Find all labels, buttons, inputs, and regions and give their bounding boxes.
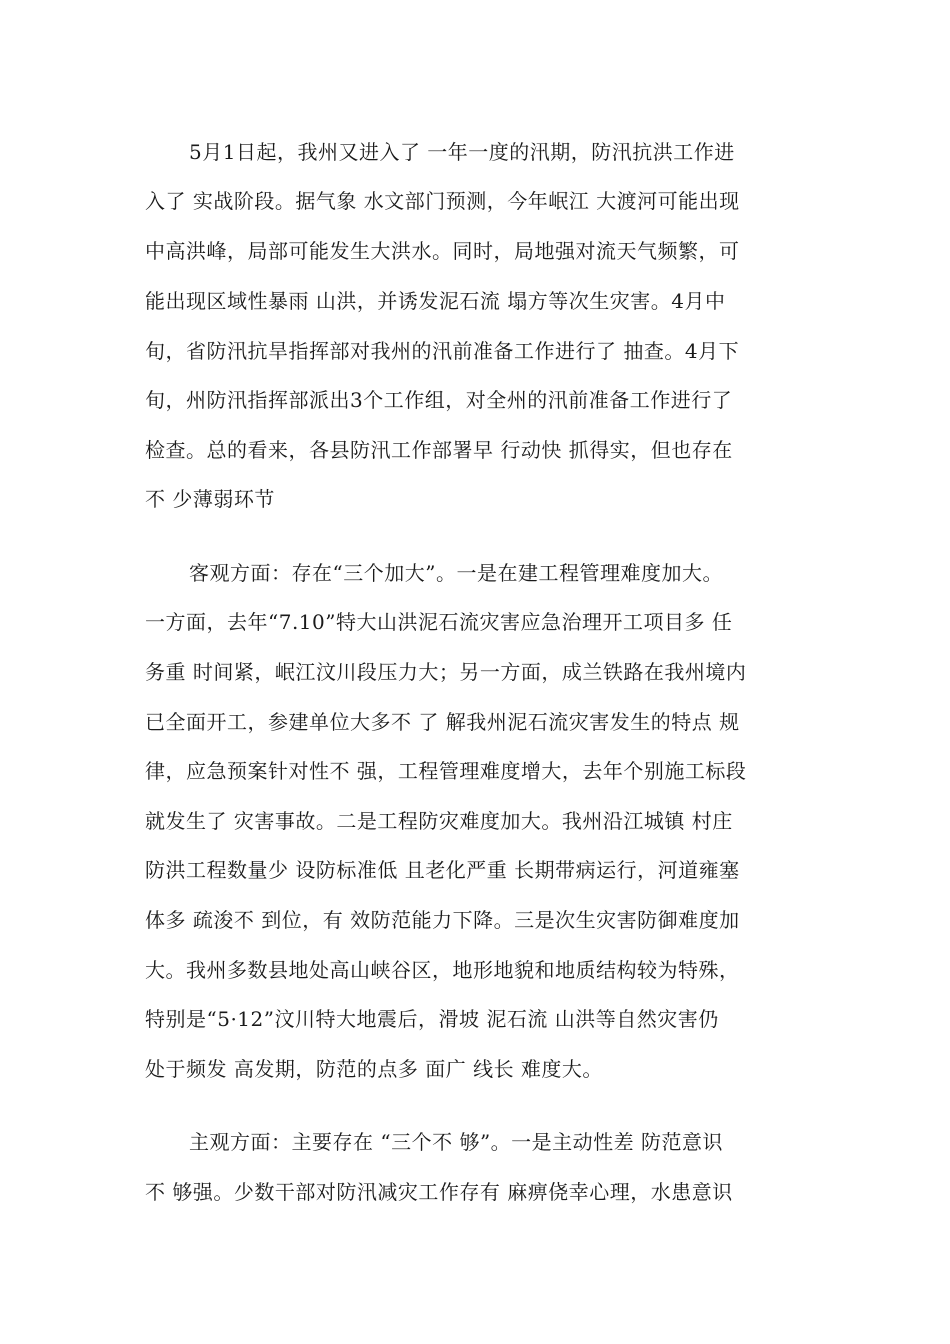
paragraph-line: 能出现区域性暴雨 山洪，并诱发泥石流 塌方等次生灾害。4月中: [145, 289, 726, 313]
paragraph-line: 大。我州多数县地处高山峡谷区，地形地貌和地质结构较为特殊，: [145, 958, 740, 982]
paragraph-line: 不 够强。少数干部对防汛减灾工作存有 麻痹侥幸心理，水患意识: [145, 1180, 733, 1204]
paragraph-line: 务重 时间紧，岷江汶川段压力大；另一方面，成兰铁路在我州境内: [145, 660, 747, 684]
paragraph-line: 律，应急预案针对性不 强，工程管理难度增大，去年个别施工标段: [145, 759, 747, 783]
paragraph-line: 客观方面：存在“三个加大”。一是在建工程管理难度加大。: [189, 561, 723, 585]
paragraph-line: 主观方面：主要存在 “三个不 够”。一是主动性差 防范意识: [189, 1130, 724, 1154]
paragraph-line: 处于频发 高发期，防范的点多 面广 线长 难度大。: [145, 1057, 603, 1081]
paragraph-line: 检查。总的看来，各县防汛工作部署早 行动快 抓得实，但也存在: [145, 438, 733, 462]
paragraph-line: 体多 疏浚不 到位，有 效防范能力下降。三是次生灾害防御难度加: [145, 908, 740, 932]
paragraph-line: 特别是“5·12”汶川特大地震后，滑坡 泥石流 山洪等自然灾害仍: [145, 1007, 719, 1031]
paragraph-line: 不 少薄弱环节: [145, 487, 275, 511]
paragraph-line: 一方面，去年“7.10”特大山洪泥石流灾害应急治理开工项目多 任: [145, 610, 733, 634]
paragraph-line: 中高洪峰，局部可能发生大洪水。同时，局地强对流天气频繁，可: [145, 239, 740, 263]
paragraph-line: 旬，省防汛抗旱指挥部对我州的汛前准备工作进行了 抽查。4月下: [145, 339, 740, 363]
paragraph-line: 5月1日起，我州又进入了 一年一度的汛期，防汛抗洪工作进: [189, 140, 735, 164]
paragraph-line: 防洪工程数量少 设防标准低 且老化严重 长期带病运行，河道雍塞: [145, 858, 740, 882]
paragraph-line: 旬，州防汛指挥部派出3个工作组，对全州的汛前准备工作进行了: [145, 388, 733, 412]
paragraph-line: 入了 实战阶段。据气象 水文部门预测，今年岷江 大渡河可能出现: [145, 189, 740, 213]
paragraph-line: 就发生了 灾害事故。二是工程防灾难度加大。我州沿江城镇 村庄: [145, 809, 733, 833]
paragraph-line: 已全面开工，参建单位大多不 了 解我州泥石流灾害发生的特点 规: [145, 710, 740, 734]
